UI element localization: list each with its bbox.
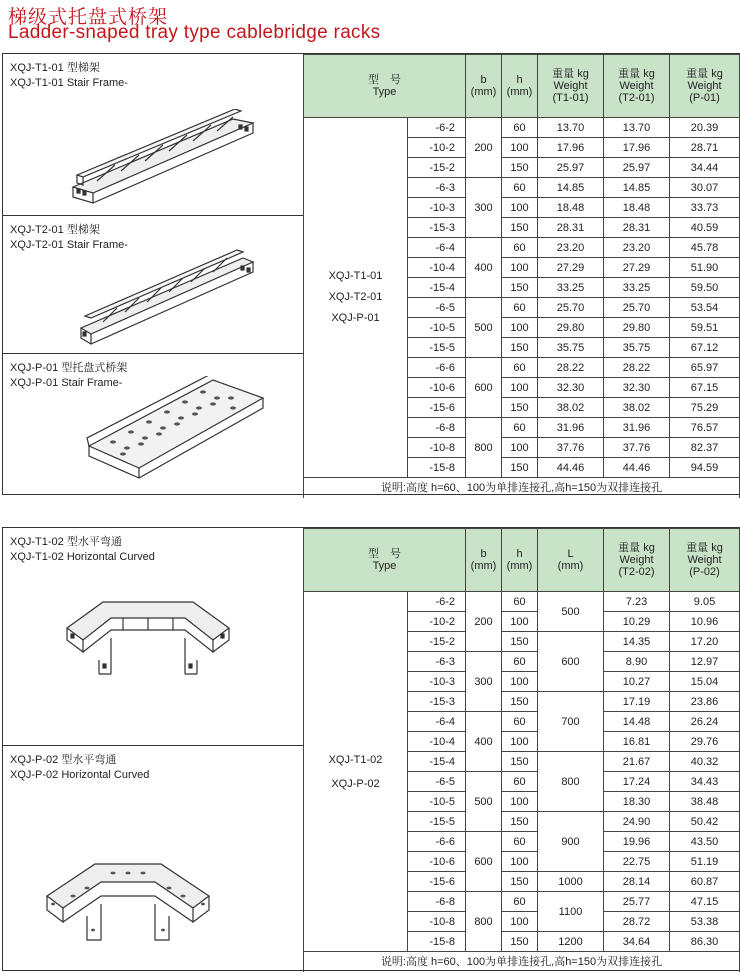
header-h: h (mm) [502,55,538,118]
l-value: 1200 [538,932,604,952]
weight-t2-02: 19.96 [604,832,670,852]
b-value: 500 [466,772,502,832]
weight-t2-01: 14.85 [604,178,670,198]
h-value: 100 [502,912,538,932]
h-value: 100 [502,318,538,338]
product-name: XQJ-T2-01 Stair Frame- [10,239,128,251]
row-code: -6-4 [408,712,466,732]
row-code: -10-2 [408,612,466,632]
header-weight-p-02: 重量 kg Weight (P-02) [670,529,740,592]
weight-t1-01: 17.96 [538,138,604,158]
b-value: 400 [466,712,502,772]
row-code: -15-3 [408,218,466,238]
b-value: 200 [466,592,502,652]
tray-rack-illustration [83,376,273,486]
weight-t1-01: 37.76 [538,438,604,458]
table-header [304,55,740,118]
row-code: -15-8 [408,932,466,952]
weight-t1-01: 25.97 [538,158,604,178]
row-code: -10-8 [408,438,466,458]
header-weight-t2-02: 重量 kg Weight (T2-02) [604,529,670,592]
weight-t2-01: 28.31 [604,218,670,238]
weight-t2-02: 21.67 [604,752,670,772]
weight-p-02: 10.96 [670,612,740,632]
h-value: 150 [502,458,538,478]
weight-t2-01: 29.80 [604,318,670,338]
l-value: 700 [538,692,604,752]
weight-p-01: 59.50 [670,278,740,298]
product-model: XQJ-T1-02 型水平弯通 [10,536,122,548]
weight-t2-01: 38.02 [604,398,670,418]
weight-t2-02: 14.35 [604,632,670,652]
weight-t2-01: 31.96 [604,418,670,438]
weight-p-01: 65.97 [670,358,740,378]
table-note: 说明:高度 h=60、100为单排连接孔,高h=150为双排连接孔 [304,478,740,499]
type-label: XQJ-P-01 [331,312,380,324]
h-value: 100 [502,792,538,812]
row-code: -6-6 [408,358,466,378]
weight-t1-01: 13.70 [538,118,604,138]
b-value: 600 [466,832,502,892]
weight-p-01: 67.12 [670,338,740,358]
h-value: 100 [502,612,538,632]
weight-p-02: 50.42 [670,812,740,832]
h-value: 150 [502,872,538,892]
h-value: 150 [502,158,538,178]
spec-table-1 [303,54,740,498]
weight-p-01: 30.07 [670,178,740,198]
weight-t1-01: 33.25 [538,278,604,298]
weight-t2-01: 17.96 [604,138,670,158]
weight-p-02: 29.76 [670,732,740,752]
product-model: XQJ-P-01 型托盘式桥架 [10,362,128,374]
row-code: -6-4 [408,238,466,258]
weight-t2-01: 37.76 [604,438,670,458]
header-l: L (mm) [538,529,604,592]
h-value: 150 [502,338,538,358]
b-value: 400 [466,238,502,298]
header-weight-p-01: 重量 kg Weight (P-01) [670,55,740,118]
weight-t2-02: 25.77 [604,892,670,912]
title-en: Ladder-snaped tray type cablebridge racks [8,22,381,43]
weight-p-01: 59.51 [670,318,740,338]
weight-t2-01: 23.20 [604,238,670,258]
weight-p-02: 17.20 [670,632,740,652]
weight-t1-01: 38.02 [538,398,604,418]
b-value: 600 [466,358,502,418]
weight-t1-01: 29.80 [538,318,604,338]
type-label: XQJ-T2-01 [328,291,383,303]
weight-t1-01: 14.85 [538,178,604,198]
weight-p-01: 94.59 [670,458,740,478]
weight-t2-02: 24.90 [604,812,670,832]
row-code: -15-5 [408,812,466,832]
b-value: 300 [466,178,502,238]
weight-t2-01: 13.70 [604,118,670,138]
weight-p-02: 15.04 [670,672,740,692]
table-row [304,118,740,138]
h-value: 60 [502,118,538,138]
row-code: -15-3 [408,692,466,712]
weight-t1-01: 18.48 [538,198,604,218]
weight-t2-02: 22.75 [604,852,670,872]
h-value: 100 [502,852,538,872]
row-code: -6-6 [408,832,466,852]
spec-table-2 [303,528,740,972]
weight-t1-01: 23.20 [538,238,604,258]
row-code: -10-6 [408,852,466,872]
weight-p-01: 51.90 [670,258,740,278]
l-value: 1100 [538,892,604,932]
weight-t2-02: 10.27 [604,672,670,692]
table-header [304,529,740,592]
l-value: 800 [538,752,604,812]
b-value: 800 [466,418,502,478]
table-row [304,592,740,612]
weight-t2-01: 25.70 [604,298,670,318]
weight-p-01: 82.37 [670,438,740,458]
weight-t1-01: 27.29 [538,258,604,278]
row-code: -10-3 [408,198,466,218]
weight-t1-01: 28.22 [538,358,604,378]
row-code: -15-8 [408,458,466,478]
weight-t1-01: 44.46 [538,458,604,478]
weight-p-02: 53.38 [670,912,740,932]
h-value: 150 [502,632,538,652]
weight-p-01: 67.15 [670,378,740,398]
product-name: XQJ-T1-02 Horizontal Curved [10,551,155,563]
type-labels-cell [304,592,408,952]
weight-p-02: 34.43 [670,772,740,792]
row-code: -6-5 [408,298,466,318]
l-value: 500 [538,592,604,632]
row-code: -10-5 [408,792,466,812]
b-value: 800 [466,892,502,952]
b-value: 300 [466,652,502,712]
weight-t2-02: 14.48 [604,712,670,732]
table-note: 说明:高度 h=60、100为单排连接孔,高h=150为双排连接孔 [304,952,740,973]
row-code: -10-3 [408,672,466,692]
type-label: XQJ-P-02 [331,777,380,790]
weight-t2-02: 7.23 [604,592,670,612]
weight-p-01: 45.78 [670,238,740,258]
header-b: b (mm) [466,55,502,118]
h-value: 60 [502,358,538,378]
weight-t2-02: 34.64 [604,932,670,952]
weight-p-02: 43.50 [670,832,740,852]
row-code: -6-8 [408,418,466,438]
l-value: 1000 [538,872,604,892]
weight-p-01: 75.29 [670,398,740,418]
weight-t1-01: 25.70 [538,298,604,318]
h-value: 150 [502,812,538,832]
weight-t2-02: 28.72 [604,912,670,932]
h-value: 60 [502,592,538,612]
weight-p-02: 26.24 [670,712,740,732]
type-labels-cell [304,118,408,478]
weight-t1-01: 32.30 [538,378,604,398]
header-b: b (mm) [466,529,502,592]
h-value: 150 [502,692,538,712]
row-code: -6-2 [408,592,466,612]
ladder-rack-illustration [73,246,263,346]
product-p-01 [3,354,303,494]
h-value: 100 [502,138,538,158]
title-cn: 梯级式托盘式桥架 [8,7,169,28]
l-value: 900 [538,812,604,872]
h-value: 100 [502,732,538,752]
h-value: 60 [502,178,538,198]
horizontal-curved-ladder-illustration [63,598,233,678]
row-code: -10-4 [408,258,466,278]
weight-t2-02: 18.30 [604,792,670,812]
type-label: XQJ-T1-02 [328,753,383,766]
h-value: 60 [502,652,538,672]
ladder-rack-illustration [63,109,263,204]
h-value: 150 [502,932,538,952]
type-label: XQJ-T1-01 [328,270,383,282]
weight-p-02: 38.48 [670,792,740,812]
product-column [3,528,304,970]
row-code: -10-2 [408,138,466,158]
weight-p-01: 34.44 [670,158,740,178]
row-code: -15-2 [408,632,466,652]
row-code: -10-8 [408,912,466,932]
h-value: 150 [502,752,538,772]
row-code: -10-4 [408,732,466,752]
weight-p-02: 60.87 [670,872,740,892]
header-type: 型 号 Type [304,55,466,118]
h-value: 100 [502,258,538,278]
row-code: -15-6 [408,872,466,892]
product-t2-01 [3,216,303,354]
weight-p-01: 28.71 [670,138,740,158]
weight-t2-02: 16.81 [604,732,670,752]
h-value: 150 [502,398,538,418]
weight-t1-01: 35.75 [538,338,604,358]
product-model: XQJ-P-02 型水平弯通 [10,754,117,766]
b-value: 200 [466,118,502,178]
weight-t2-01: 27.29 [604,258,670,278]
weight-t2-02: 10.29 [604,612,670,632]
row-code: -10-6 [408,378,466,398]
product-t1-02 [3,528,303,746]
weight-t2-01: 28.22 [604,358,670,378]
product-name: XQJ-P-02 Horizontal Curved [10,769,150,781]
h-value: 60 [502,772,538,792]
h-value: 60 [502,238,538,258]
row-code: -10-5 [408,318,466,338]
weight-p-01: 20.39 [670,118,740,138]
h-value: 150 [502,218,538,238]
product-t1-01 [3,54,303,216]
weight-p-02: 23.86 [670,692,740,712]
h-value: 100 [502,672,538,692]
weight-t2-01: 44.46 [604,458,670,478]
row-code: -15-2 [408,158,466,178]
product-model: XQJ-T2-01 型梯架 [10,224,100,236]
row-code: -15-4 [408,752,466,772]
weight-t2-01: 33.25 [604,278,670,298]
h-value: 100 [502,438,538,458]
row-code: -6-2 [408,118,466,138]
row-code: -6-3 [408,652,466,672]
weight-p-01: 76.57 [670,418,740,438]
weight-p-02: 40.32 [670,752,740,772]
weight-t1-01: 28.31 [538,218,604,238]
weight-p-02: 9.05 [670,592,740,612]
weight-t2-01: 35.75 [604,338,670,358]
weight-t1-01: 31.96 [538,418,604,438]
row-code: -15-6 [408,398,466,418]
weight-t2-02: 28.14 [604,872,670,892]
product-p-02 [3,746,303,970]
weight-p-01: 53.54 [670,298,740,318]
h-value: 150 [502,278,538,298]
product-name: XQJ-T1-01 Stair Frame- [10,77,128,89]
product-model: XQJ-T1-01 型梯架 [10,62,100,74]
weight-p-01: 40.59 [670,218,740,238]
row-code: -6-5 [408,772,466,792]
l-value: 600 [538,632,604,692]
header-type: 型 号 Type [304,529,466,592]
section-horizontal-curved [2,527,740,971]
weight-t2-01: 18.48 [604,198,670,218]
header-weight-t2-01: 重量 kg Weight (T2-01) [604,55,670,118]
header-weight-t1-01: 重量 kg Weight (T1-01) [538,55,604,118]
section-ladder-tray [2,53,740,495]
h-value: 60 [502,418,538,438]
row-code: -6-8 [408,892,466,912]
weight-t2-02: 17.19 [604,692,670,712]
weight-p-02: 51.19 [670,852,740,872]
row-code: -6-3 [408,178,466,198]
b-value: 500 [466,298,502,358]
weight-t2-01: 32.30 [604,378,670,398]
row-code: -15-4 [408,278,466,298]
weight-p-02: 86.30 [670,932,740,952]
weight-t2-02: 8.90 [604,652,670,672]
weight-t2-01: 25.97 [604,158,670,178]
h-value: 60 [502,832,538,852]
weight-p-02: 12.97 [670,652,740,672]
weight-p-01: 33.73 [670,198,740,218]
h-value: 60 [502,892,538,912]
product-name: XQJ-P-01 Stair Frame- [10,377,123,389]
horizontal-curved-tray-illustration [43,856,213,946]
h-value: 60 [502,298,538,318]
header-h: h (mm) [502,529,538,592]
weight-p-02: 47.15 [670,892,740,912]
product-column [3,54,304,494]
row-code: -15-5 [408,338,466,358]
h-value: 100 [502,198,538,218]
weight-t2-02: 17.24 [604,772,670,792]
h-value: 100 [502,378,538,398]
h-value: 60 [502,712,538,732]
